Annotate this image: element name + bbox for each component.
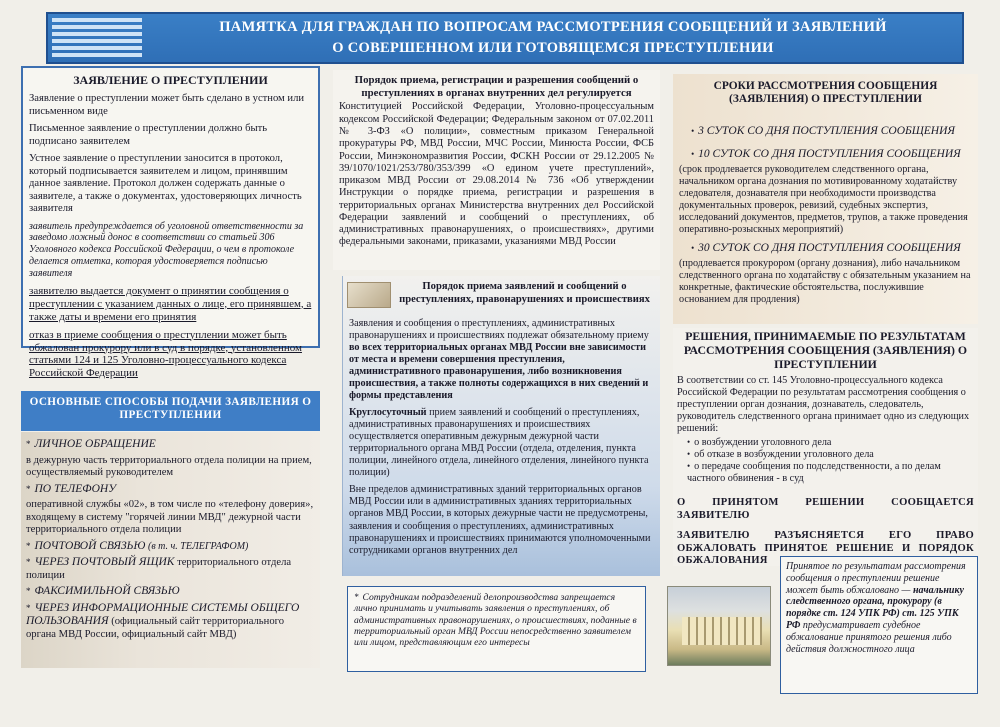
- statement-p6: отказ в приеме сообщения о преступлении может быть обжалован прокурору или в суд в порядке, установленном статьями 124 и 125 Уголовно-процессуального кодекса Российской Федерации: [29, 328, 302, 380]
- bullet-icon: *: [26, 602, 31, 613]
- header-title-line1: ПАМЯТКА ДЛЯ ГРАЖДАН ПО ВОПРОСАМ РАССМОТРЕНИЯ СООБЩЕНИЙ И ЗАЯВЛЕНИЙ: [219, 19, 887, 35]
- statement-section: [21, 66, 320, 380]
- bullet-icon: •: [691, 243, 695, 254]
- reception-p2a: Круглосуточный: [349, 407, 427, 419]
- deadline-10-days-text: (срок продлевается руководителем следственного органа, начальником органа дознания по мотивированному ходатайству следователя, дознавателя при необходимости производства документальных проверок, ревизий, судебных экспертиз, исследований документов, предметов, трупов, а также проведения оперативно-розыскных мероприятий): [679, 164, 968, 236]
- decisions-explain: ЗАЯВИТЕЛЮ РАЗЪЯСНЯЕТСЯ ЕГО ПРАВО ОБЖАЛОВАТЬ ПРИНЯТОЕ РЕШЕНИЕ И ПОРЯДОК ОБЖАЛОВАНИЯ: [677, 530, 974, 566]
- reception-p3: Вне пределов административных зданий территориальных органов МВД России или в административных зданиях территориальных органов МВД России, в которых дежурные части не предусмотрены, заявления и сообщения о преступлениях, административных правонарушениях и происшествиях принимаются уполномоченными сотрудниками органов внутренних дел: [349, 484, 651, 556]
- appeal-note-text5: предусматривает судебное обжалование принятого решения либо действия должностного лица: [786, 619, 952, 655]
- bullet-icon: *: [26, 557, 31, 568]
- method-personal-text: в дежурную часть территориального отдела полиции на прием, осуществляемый руководителем: [26, 454, 312, 479]
- bullet-icon: *: [26, 586, 31, 597]
- decision-option-1: о возбуждении уголовного дела: [694, 436, 832, 448]
- method-online-title: ЧЕРЕЗ ИНФОРМАЦИОННЫЕ СИСТЕМЫ ОБЩЕГО ПОЛЬЗОВАНИЯ: [26, 601, 300, 628]
- deadline-30-days: 30 СУТОК СО ДНЯ ПОСТУПЛЕНИЯ СООБЩЕНИЯ: [698, 242, 961, 255]
- method-phone-text: оперативной службы «02», в том числе по «телефону доверия», входящему в систему "горячей линии МВД" дежурной части территориального отдела полиции: [26, 499, 314, 536]
- statement-p5: заявителю выдается документ о принятии сообщения о преступлении с указанием данных о лице, его принявшем, а также даты и времени его принятия: [29, 284, 312, 323]
- decision-option-3: о передаче сообщения по подследственности, а по делам частного обвинения - в суд: [687, 460, 941, 484]
- document-illustration: [347, 282, 391, 308]
- method-mailbox-text: территориального отдела полиции: [26, 557, 292, 581]
- decision-option-2: об отказе в возбуждении уголовного дела: [694, 448, 874, 460]
- method-fax-title: ФАКСИМИЛЬНОЙ СВЯЗЬЮ: [34, 585, 180, 598]
- deadlines-section: [673, 74, 978, 324]
- method-mail-note: (в т. ч. ТЕЛЕГРАФОМ): [147, 540, 249, 552]
- procedure-title: Порядок приема, регистрации и разрешения сообщений о преступлениях в органах внутренних дел регулируется: [354, 74, 639, 99]
- records-staff-note-text: Сотрудникам подразделений делопроизводства запрещается лично принимать и учитывать заявления о преступлениях, об административных правонарушениях, о происшествиях, поданные в территориальный орган МВД России непосредственно заявителем или лицом, представляющим его интересы: [354, 592, 637, 649]
- building-photo: [667, 586, 771, 666]
- methods-section: [21, 432, 320, 668]
- records-staff-note: [347, 586, 646, 672]
- procedure-section: [333, 70, 660, 270]
- decisions-intro: В соответствии со ст. 145 Уголовно-процессуального кодекса Российской Федерации по результатам рассмотрения сообщения о преступлении орган дознания, дознаватель, следователь, руководитель следственного органа принимает одно из следующих решений:: [677, 374, 970, 434]
- deadlines-title: СРОКИ РАССМОТРЕНИЯ СООБЩЕНИЯ (ЗАЯВЛЕНИЯ) О ПРЕСТУПЛЕНИИ: [713, 80, 938, 106]
- appeal-note-text2: начальнику следственного органа, прокурору: [786, 584, 964, 608]
- decisions-inform: О ПРИНЯТОМ РЕШЕНИИ СООБЩАЕТСЯ ЗАЯВИТЕЛЮ: [677, 497, 974, 521]
- deadline-10-days: 10 СУТОК СО ДНЯ ПОСТУПЛЕНИЯ СООБЩЕНИЯ: [698, 148, 961, 161]
- decisions-title: РЕШЕНИЯ, ПРИНИМАЕМЫЕ ПО РЕЗУЛЬТАТАМ РАССМОТРЕНИЯ СООБЩЕНИЯ (ЗАЯВЛЕНИЯ) О ПРЕСТУПЛЕНИИ: [683, 329, 968, 371]
- bullet-icon: *: [26, 540, 31, 551]
- statement-p4: заявитель предупреждается об уголовной ответственности за заведомо ложный донос в соответствии со статьей 306 Уголовного кодекса Российской Федерации, о чем в протоколе делается отметка, которая удостоверяется подписью заявителя: [29, 220, 304, 279]
- bullet-icon: *: [354, 592, 359, 602]
- deadline-30-days-text: (продлевается прокурором (органу дознания), либо начальником следственного органа по ходатайству с обязательным указанием на конкретные, фактические обстоятельства, послужившие основанием для продления): [679, 257, 971, 305]
- appeal-note-text1: Принятое по результатам рассмотрения сообщения о преступлении решение может быть обжаловано —: [786, 561, 966, 596]
- bullet-icon: •: [687, 436, 691, 447]
- appeal-note-text3: (в порядке ст. 124 УПК РФ): [786, 596, 942, 620]
- appeal-note-text4: ст. 125 УПК РФ: [786, 608, 959, 631]
- header-banner: [46, 12, 964, 64]
- reception-title: Порядок приема заявлений и сообщений о преступлениях, правонарушениях и происшествиях: [399, 281, 650, 305]
- methods-title: ОСНОВНЫЕ СПОСОБЫ ПОДАЧИ ЗАЯВЛЕНИЯ О ПРЕСТУПЛЕНИИ: [21, 391, 320, 431]
- header-stripes-decoration: [52, 18, 142, 58]
- reception-p1a: Заявления и сообщения о преступлениях, административных правонарушениях и происшествиях подлежат обязательному приему: [349, 318, 649, 342]
- bullet-icon: •: [691, 149, 695, 160]
- method-phone-title: ПО ТЕЛЕФОНУ: [34, 482, 116, 495]
- statement-p3: Устное заявление о преступлении заносится в протокол, который подписывается заявителем и лицом, принявшим данное заявление. Протокол должен содержать данные о заявителе, а также о документах, удостоверяющих личность заявителя: [29, 153, 302, 215]
- appeal-note: [780, 556, 978, 694]
- deadline-3-days: 3 СУТОК СО ДНЯ ПОСТУПЛЕНИЯ СООБЩЕНИЯ: [698, 124, 955, 137]
- bullet-icon: *: [26, 439, 31, 449]
- reception-section: [342, 276, 660, 576]
- bullet-icon: •: [687, 448, 691, 459]
- method-personal-title: ЛИЧНОЕ ОБРАЩЕНИЕ: [34, 438, 156, 450]
- statement-p1: Заявление о преступлении может быть сделано в устном или письменном виде: [29, 93, 305, 117]
- bullet-icon: *: [26, 483, 31, 494]
- method-mailbox-title: ЧЕРЕЗ ПОЧТОВЫЙ ЯЩИК: [34, 556, 175, 569]
- statement-title: ЗАЯВЛЕНИЕ О ПРЕСТУПЛЕНИИ: [73, 73, 268, 87]
- method-mail-title: ПОЧТОВОЙ СВЯЗЬЮ: [34, 539, 146, 552]
- reception-p2b: прием заявлений и сообщений о преступлениях, административных правонарушениях и происшествиях осуществляется оперативным дежурным дежурной части территориального органа МВД России (отдела, отделения, пункта полиции, линейного отдела, линейного отделения, линейного пункта полиции): [349, 407, 649, 479]
- bullet-icon: •: [687, 460, 691, 471]
- header-title-line2: О СОВЕРШЕННОМ ИЛИ ГОТОВЯЩЕМСЯ ПРЕСТУПЛЕНИИ: [332, 40, 774, 56]
- decisions-section: [673, 328, 978, 566]
- procedure-text: Конституцией Российской Федерации, Уголовно-процессуальным кодексом Российской Федерации; Федеральным законом от 07.02.2011 № 3-ФЗ «О полиции», совместным приказом Генеральной прокуратуры РФ, МВД России, МЧС России, Минюста России, ФСБ России, Минэкономразвития России, ФСКН России от 29.12.2005 № 39/1070/1021/253/780/353/399 «О едином учете преступлений», приказом МВД России от 29.08.2014 № 736 «Об утверждении Инструкции о порядке приема, регистрации и разрешения в территориальных органах Министерства внутренних дел Российской Федерации заявлений и сообщений о преступлениях, об административных правонарушениях, о происшествиях», другими федеральными законами, приказами, указаниями МВД России: [339, 101, 654, 248]
- reception-p1b: во всех территориальных органах МВД России вне зависимости от места и времени совершения преступления, административного правонарушения, либо возникновения происшествия, а также полноты содержащихся в них сведений и формы представления: [349, 342, 649, 402]
- bullet-icon: •: [691, 125, 695, 136]
- method-online-text: (официальный сайт территориального органа МВД России, официальный сайт МВД): [26, 616, 284, 640]
- statement-p2: Письменное заявление о преступлении должно быть подписано заявителем: [29, 123, 268, 147]
